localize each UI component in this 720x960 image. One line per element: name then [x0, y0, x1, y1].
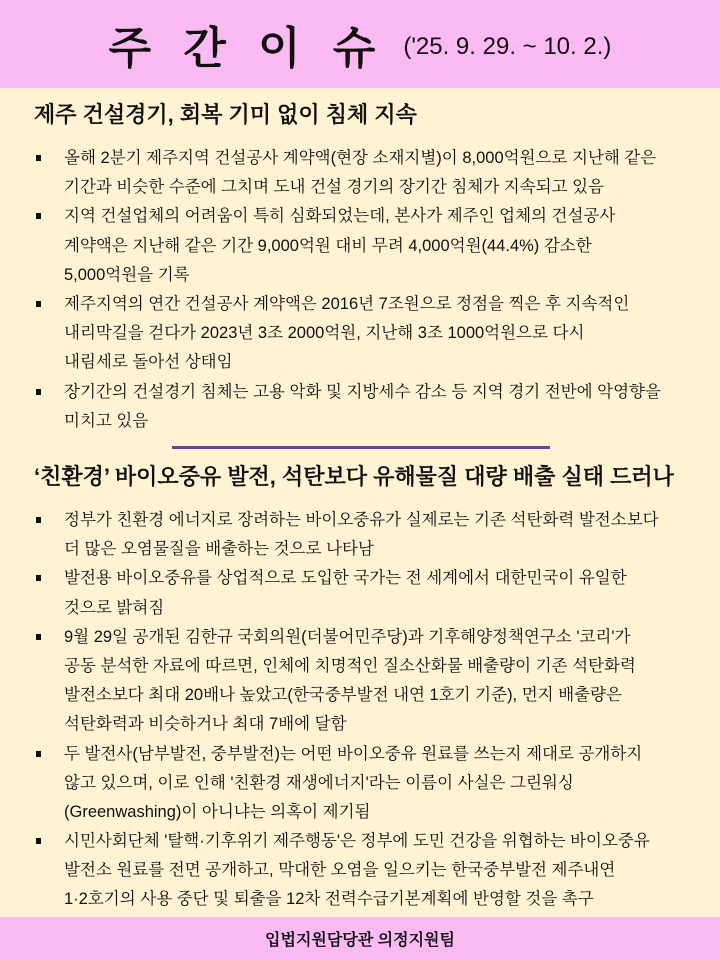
square-bullet-icon	[36, 838, 41, 844]
bullet-text-line: 두 발전사(남부발전, 중부발전)는 어떤 바이오중유 원료를 쓰는지 제대로 공개하지	[64, 744, 643, 763]
header-banner	[0, 0, 720, 88]
square-bullet-icon	[36, 389, 41, 395]
square-bullet-icon	[36, 751, 41, 757]
date-range: ('25. 9. 29. ~ 10. 2.)	[403, 33, 612, 60]
bullet-item	[0, 623, 659, 740]
bullet-item	[0, 564, 659, 622]
bullet-text-line: 장기간의 건설경기 침체는 고용 악화 및 지방세수 감소 등 지역 경기 전반에 악영향을	[64, 382, 661, 401]
footer	[0, 917, 720, 960]
bullet-item	[0, 144, 661, 202]
bullet-text-line: 제주지역의 연간 건설공사 계약액은 2016년 7조원으로 정점을 찍은 후 지속적인	[64, 294, 630, 313]
bullet-text-line: 않고 있으며, 이로 인해 '친환경 재생에너지'라는 이름이 사실은 그린워싱	[64, 773, 574, 792]
bullet-item	[0, 378, 661, 436]
page-title: 주 간 이 슈	[108, 24, 386, 73]
bullet-list	[0, 506, 659, 915]
bullet-text-line: 올해 2분기 제주지역 건설공사 계약액(현장 소재지별)이 8,000억원으로 지난해 같은	[64, 149, 657, 167]
bullet-text-line: 시민사회단체 '탈핵·기후위기 제주행동'은 정부에 도민 건강을 위협하는 바이오중유	[64, 832, 650, 851]
bullet-text-line: 석탄화력과 비슷하거나 최대 7배에 달함	[64, 715, 347, 734]
bullet-item	[0, 506, 659, 564]
bullet-text-line: 발전소보다 최대 20배나 높았고(한국중부발전 내연 1호기 기준), 먼지 배출량은	[64, 686, 622, 705]
square-bullet-icon	[36, 575, 41, 581]
bullet-item	[0, 827, 659, 915]
bullet-list	[0, 144, 661, 436]
bullet-text-line: 공동 분석한 자료에 따르면, 인체에 치명적인 질소산화물 배출량이 기존 석탄화력	[64, 656, 636, 675]
section-heading: 제주 건설경기, 회복 기미 없이 침체 지속	[34, 102, 417, 127]
square-bullet-icon	[36, 155, 41, 161]
bullet-text-line: 발전소 원료를 전면 공개하고, 막대한 오염을 일으키는 한국중부발전 제주내연	[64, 861, 616, 880]
square-bullet-icon	[36, 213, 41, 219]
bullet-text-line: 기간과 비슷한 수준에 그치며 도내 건설 경기의 장기간 침체가 지속되고 있음	[64, 178, 604, 197]
bullet-text-line: 더 많은 오염물질을 배출하는 것으로 나타남	[64, 540, 374, 559]
square-bullet-icon	[36, 517, 41, 523]
bullet-item	[0, 202, 661, 290]
bullet-text-line: 것으로 밝혀짐	[64, 598, 165, 617]
bullet-text-line: (Greenwashing)이 아니냐는 의혹이 제기됨	[64, 802, 371, 821]
section-divider	[172, 446, 550, 449]
bullet-text-line: 1·2호기의 사용 중단 및 퇴출을 12차 전력수급기본계획에 반영할 것을 촉구	[64, 890, 594, 909]
bullet-text-line: 정부가 친환경 에너지로 장려하는 바이오중유가 실제로는 기존 석탄화력 발전소보다	[64, 511, 659, 529]
square-bullet-icon	[36, 301, 41, 307]
footer-team-name: 입법지원담당관 의정지원팀	[265, 932, 455, 949]
square-bullet-icon	[36, 634, 41, 640]
bullet-item	[0, 740, 659, 828]
bullet-text-line: 9월 29일 공개된 김한규 국회의원(더불어민주당)과 기후해양정책연구소 '코리'가	[64, 627, 631, 646]
bullet-text-line: 미치고 있음	[64, 411, 149, 430]
bullet-text-line: 5,000억원을 기록	[64, 265, 190, 284]
bullet-text-line: 지역 건설업체의 어려움이 특히 심화되었는데, 본사가 제주인 업체의 건설공사	[64, 207, 616, 226]
bullet-item	[0, 290, 661, 378]
bullet-text-line: 발전용 바이오중유를 상업적으로 도입한 국가는 전 세계에서 대한민국이 유일한	[64, 569, 627, 588]
bullet-text-line: 내리막길을 걷다가 2023년 3조 2000억원, 지난해 3조 1000억원으로 다시	[64, 324, 585, 343]
section-heading: ‘친환경’ 바이오중유 발전, 석탄보다 유해물질 대량 배출 실태 드러나	[34, 464, 674, 489]
bullet-text-line: 계약액은 지난해 같은 기간 9,000억원 대비 무려 4,000억원(44.4%) 감소한	[64, 236, 592, 255]
bullet-text-line: 내림세로 돌아선 상태임	[64, 353, 233, 372]
